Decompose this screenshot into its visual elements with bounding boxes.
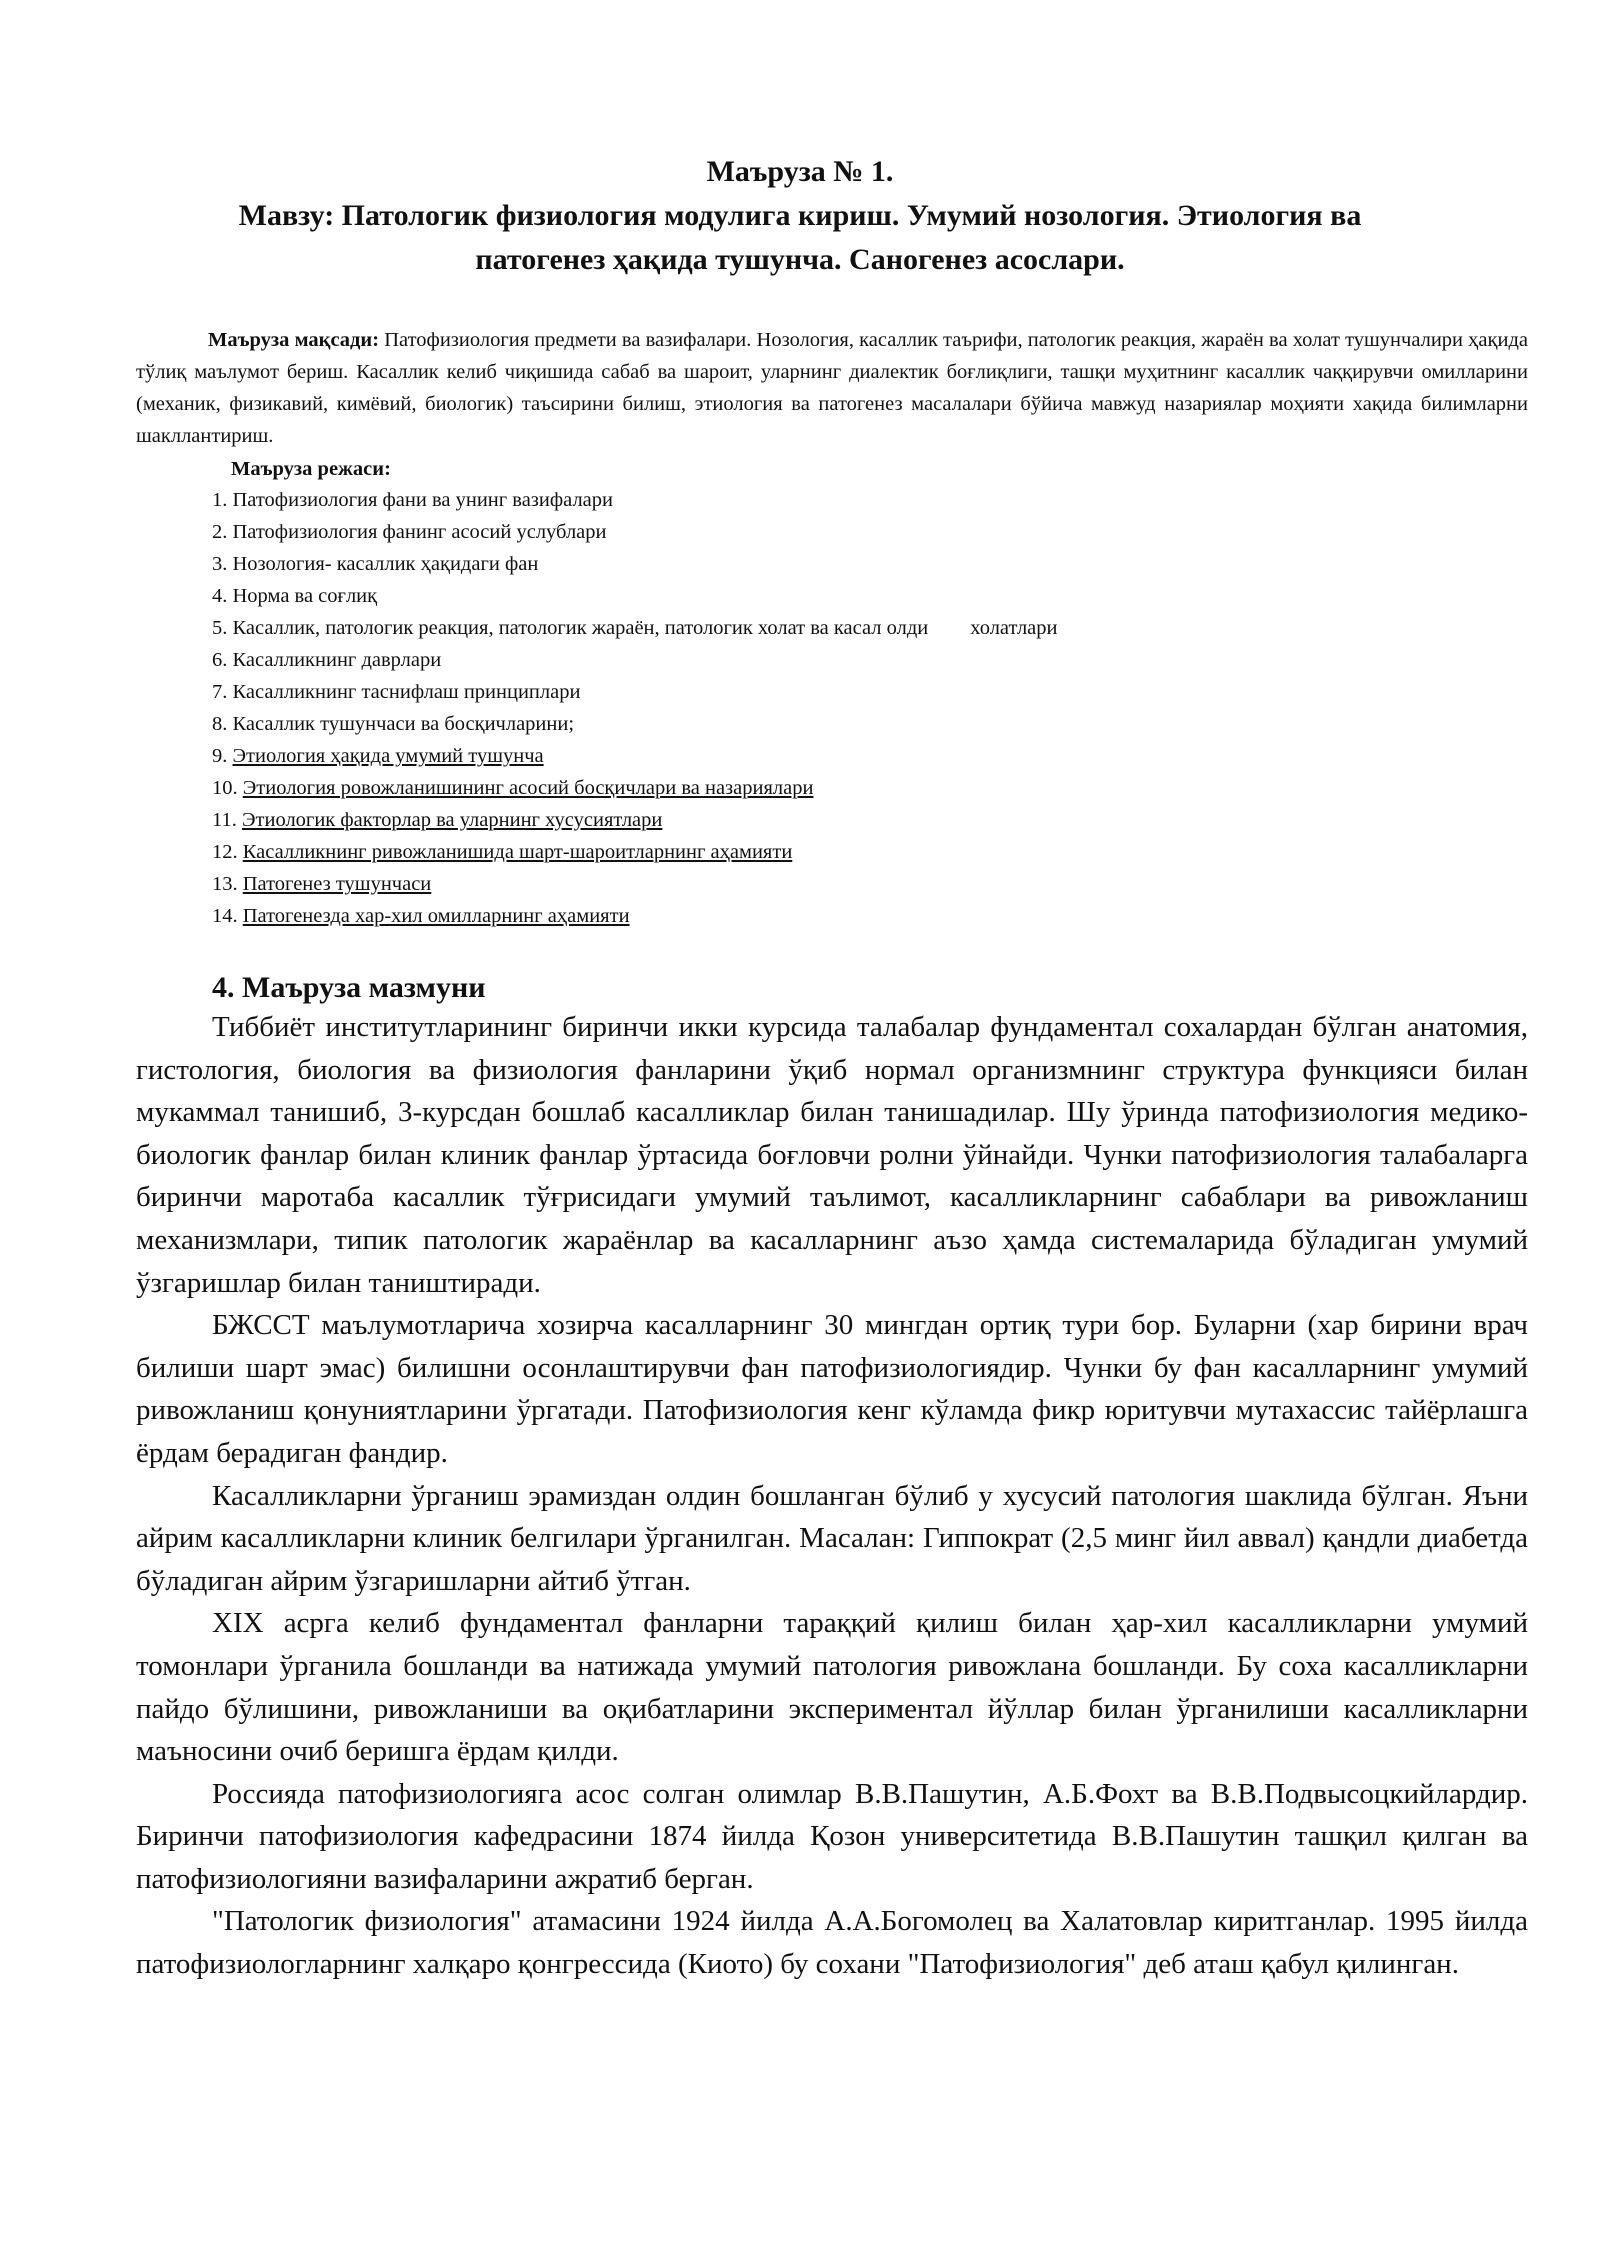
plan-item: 5. Касаллик, патологик реакция, патологик жараён, патологик холат ва касал олди холатлари [212,617,1058,639]
body-paragraph: Тиббиёт институтларининг биринчи икки курсида талабалар фундаментал сохалардан бўлган анатомия, гистология, биология ва физиология фанларини ўқиб нормал организмнинг структура функцияси билан мукаммал танишиб, 3-курсдан бошлаб касалликлар билан танишадилар. Шу ўринда патофизиология медико-биологик фанлар билан клиник фанлар ўртасида боғловчи ролни ўйнайди. Чунки патофизиология талабаларга биринчи маротаба касаллик тўғрисидаги умумий таълимот, касалликларнинг сабаблари ва ривожланиш механизмлари, типик патологик жараёнлар ва касалларнинг аъзо ҳамда системаларида бўладиган умумий ўзгаришлар билан таништиради. [136,1011,1528,1299]
plan-heading: Маъруза режаси: [231,458,391,480]
plan-item: 8. Касаллик тушунчаси ва босқичларини; [212,713,575,735]
lecture-topic-line-1: Мавзу: Патологик физиология модулига кириш. Умумий нозология. Этиология ва [238,199,1362,232]
lecture-topic-line-2: патогенез ҳақида тушунча. Саногенез асослари. [475,243,1125,276]
lecture-aim [136,324,1528,452]
lecture-aim-text: Патофизиология предмети ва вазифалари. Нозология, касаллик таърифи, патологик реакция, жараён ва холат тушунчалири ҳақида тўлиқ маълумот бериш. Касаллик келиб чиқишида сабаб ва шароит, уларнинг диалектик боғлиқлиги, ташқи муҳитнинг касаллик чаққирувчи омилларини (механик, физикавий, кимёвий, биологик) таъсирини билиш, этиология ва патогенез масалалари бўйича мавжуд назариялар моҳияти хақида билимларни шакллантириш. [136,329,1528,447]
plan-item: 10. Этиология ровожланишининг асосий босқичлари ва назариялари [212,777,814,799]
section-heading: 4. Маъруза мазмуни [212,971,486,1004]
lecture-plan-list [212,484,1412,932]
body-paragraph: "Патологик физиология" атамасини 1924 йилда А.А.Богомолец ва Халатовлар киритганлар. 1995 йилда патофизиологларнинг халқаро қонгрессида (Киото) бу сохани "Патофизиология" деб аташ қабул қилинган. [136,1905,1528,1981]
plan-item: 9. Этиология ҳақида умумий тушунча [212,745,544,767]
lecture-number: Маъруза № 1. [706,155,894,188]
body-paragraph: XIX асрга келиб фундаментал фанларни тараққий қилиш билан ҳар-хил касалликларни умумий томонлари ўрганила бошланди ва натижада умумий патология ривожлана бошланди. Бу соха касалликларни пайдо бўлишини, ривожланиши ва оқибатларини экспериментал йўллар билан ўрганилиши касалликларни маъносини очиб беришга ёрдам қилди. [136,1607,1528,1768]
plan-item: 3. Нозология- касаллик ҳақидаги фан [212,553,539,575]
body-paragraph: БЖССТ маълумотларича хозирча касалларнинг 30 мингдан ортиқ тури бор. Буларни (хар бирини врач билиши шарт эмас) билишни осонлаштирувчи фан патофизиологиядир. Чунки бу фан касалларнинг умумий ривожланиш қонуниятларини ўргатади. Патофизиология кенг кўламда фикр юритувчи мутахассис тайёрлашга ёрдам берадиган фандир. [136,1309,1528,1469]
lecture-body [136,1006,1528,1986]
plan-item: 12. Касалликнинг ривожланишида шарт-шароитларнинг аҳамияти [212,841,793,863]
lecture-title [140,150,1460,282]
lecture-aim-label: Маъруза мақсади: [208,329,380,351]
plan-item: 1. Патофизиология фани ва унинг вазифалари [212,489,613,511]
plan-item: 4. Норма ва соғлиқ [212,585,378,607]
body-paragraph: Россияда патофизиологияга асос солган олимлар В.В.Пашутин, А.Б.Фохт ва В.В.Подвысоцкийлардир. Биринчи патофизиология кафедрасини 1874 йилда Қозон университетида В.В.Пашутин ташқил қилган ва патофизиологияни вазифаларини ажратиб берган. [136,1777,1528,1895]
body-paragraph: Касалликларни ўрганиш эрамиздан олдин бошланган бўлиб у хусусий патология шаклида бўлган. Яъни айрим касалликларни клиник белгилари ўрганилган. Масалан: Гиппократ (2,5 минг йил аввал) қандли диабетда бўладиган айрим ўзгаришларни айтиб ўтган. [136,1479,1528,1597]
plan-item: 6. Касалликнинг даврлари [212,649,442,671]
plan-item: 13. Патогенез тушунчаси [212,873,432,895]
plan-item: 11. Этиологик факторлар ва уларнинг хусусиятлари [212,809,663,831]
plan-item: 2. Патофизиология фанинг асосий услублари [212,521,607,543]
plan-item: 7. Касалликнинг таснифлаш принциплари [212,681,581,703]
plan-item: 14. Патогенезда хар-хил омилларнинг аҳамияти [212,905,630,927]
